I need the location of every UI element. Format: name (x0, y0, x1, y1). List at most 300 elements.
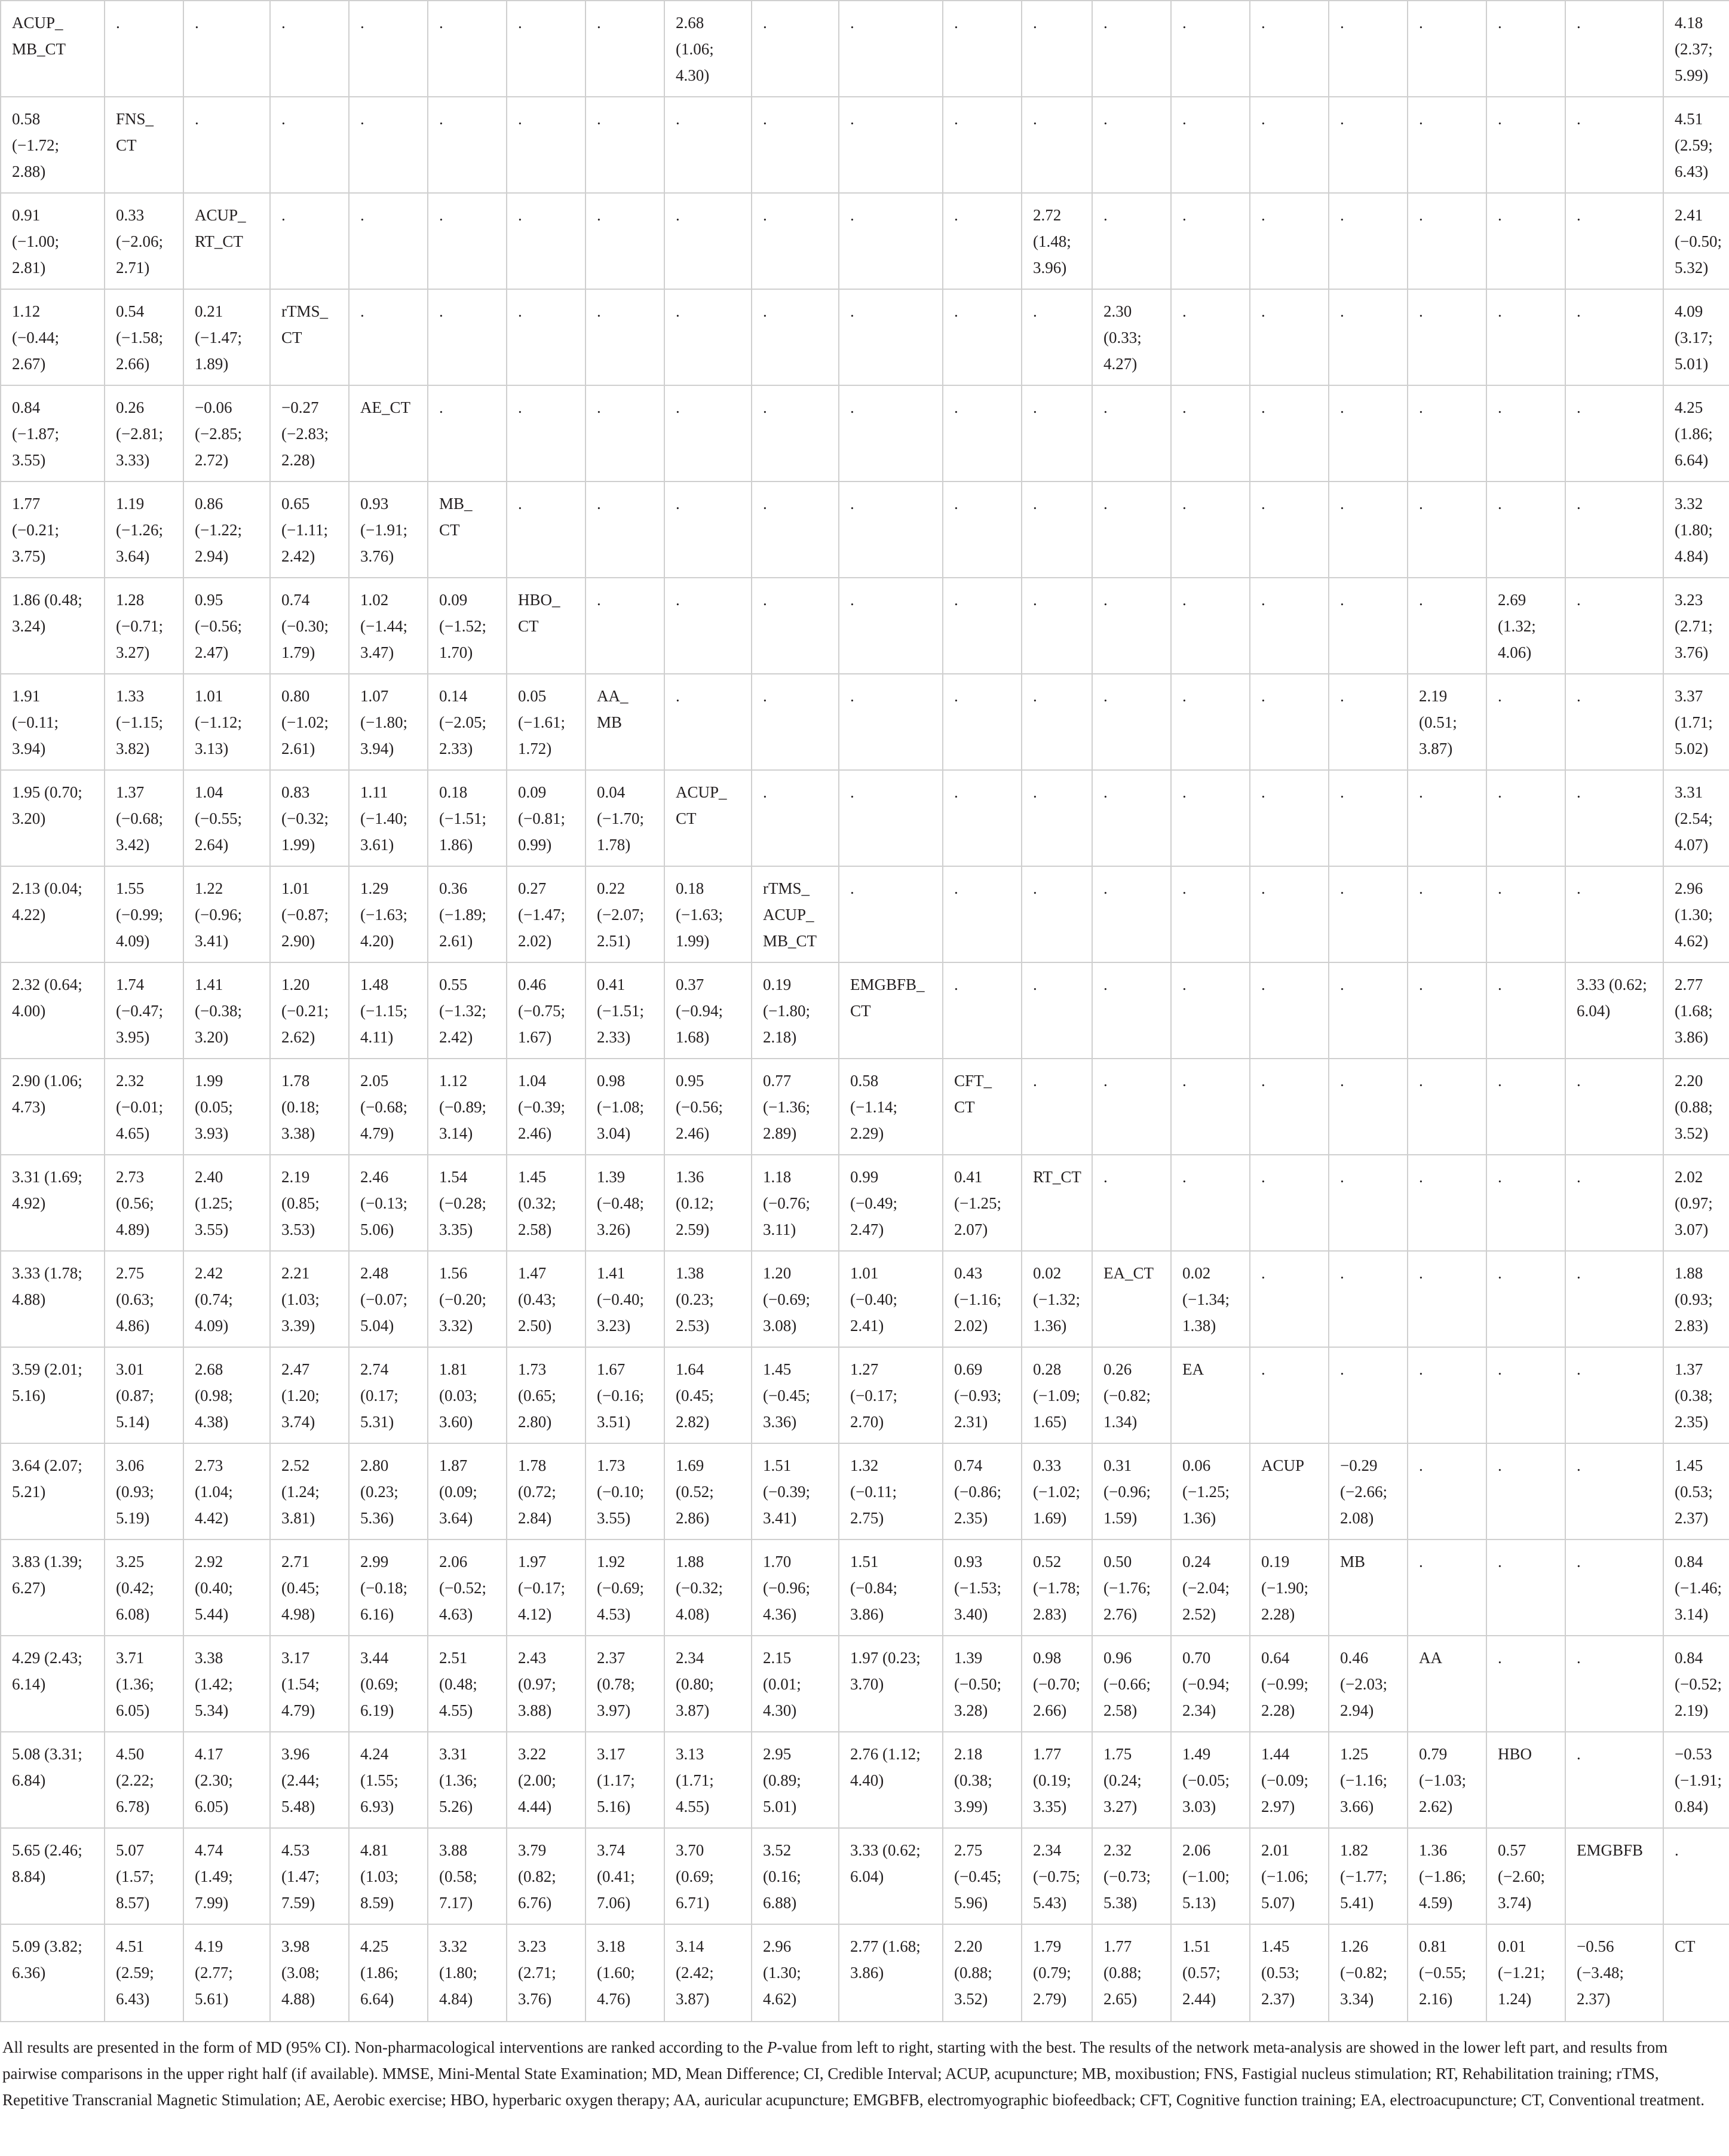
table-cell: 1.36 (0.12; 2.59) (664, 1155, 752, 1251)
table-cell: . (1486, 866, 1565, 962)
table-cell: 1.77 (0.88; 2.65) (1092, 1924, 1171, 2022)
table-cell: 0.43 (−1.16; 2.02) (943, 1251, 1022, 1347)
table-cell: . (1092, 578, 1171, 674)
table-cell: 3.22 (2.00; 4.44) (507, 1732, 585, 1828)
table-row (1, 385, 1729, 482)
table-cell: 2.32 (0.64; 4.00) (1, 962, 105, 1059)
table-cell: 1.37 (0.38; 2.35) (1663, 1347, 1729, 1443)
table-cell: 0.33 (−1.02; 1.69) (1022, 1443, 1092, 1539)
table-cell: . (1486, 482, 1565, 578)
table-cell: . (1408, 97, 1486, 193)
table-cell: 2.69 (1.32; 4.06) (1486, 578, 1565, 674)
table-cell: . (1663, 1828, 1729, 1924)
table-cell: 3.44 (0.69; 6.19) (349, 1636, 428, 1732)
table-cell: 0.01 (−1.21; 1.24) (1486, 1924, 1565, 2022)
table-cell: . (1408, 1539, 1486, 1636)
table-cell: 1.47 (0.43; 2.50) (507, 1251, 585, 1347)
table-cell: 3.74 (0.41; 7.06) (585, 1828, 664, 1924)
table-row (1, 1732, 1729, 1828)
table-cell: . (585, 97, 664, 193)
table-cell: 1.02 (−1.44; 3.47) (349, 578, 428, 674)
table-cell: 0.09 (−0.81; 0.99) (507, 770, 585, 866)
table-row (1, 1, 1729, 97)
table-cell: 2.13 (0.04; 4.22) (1, 866, 105, 962)
intervention-label-cell: AA (1408, 1636, 1486, 1732)
table-cell: 1.77 (−0.21; 3.75) (1, 482, 105, 578)
table-cell: . (1250, 1059, 1329, 1155)
table-cell: . (183, 1, 270, 97)
table-cell: . (752, 674, 839, 770)
table-cell: 3.98 (3.08; 4.88) (270, 1924, 349, 2022)
table-cell: 1.45 (0.53; 2.37) (1250, 1924, 1329, 2022)
table-cell: 0.52 (−1.78; 2.83) (1022, 1539, 1092, 1636)
table-cell: 3.31 (2.54; 4.07) (1663, 770, 1729, 866)
table-cell: 2.15 (0.01; 4.30) (752, 1636, 839, 1732)
table-cell: . (428, 385, 507, 482)
table-cell: . (752, 770, 839, 866)
table-cell: 3.52 (0.16; 6.88) (752, 1828, 839, 1924)
table-cell: . (839, 770, 943, 866)
table-cell: 0.64 (−0.99; 2.28) (1250, 1636, 1329, 1732)
table-cell: . (1250, 1251, 1329, 1347)
table-cell: . (1171, 385, 1250, 482)
table-cell: . (1171, 193, 1250, 289)
table-cell: −0.53 (−1.91; 0.84) (1663, 1732, 1729, 1828)
table-cell: 1.97 (0.23; 3.70) (839, 1636, 943, 1732)
table-cell: 1.51 (−0.39; 3.41) (752, 1443, 839, 1539)
table-cell: . (507, 385, 585, 482)
table-cell: . (752, 385, 839, 482)
table-cell: 2.19 (0.51; 3.87) (1408, 674, 1486, 770)
table-cell: 5.07 (1.57; 8.57) (105, 1828, 183, 1924)
table-cell: . (1171, 482, 1250, 578)
table-cell: . (1329, 1, 1408, 97)
table-cell: 0.83 (−0.32; 1.99) (270, 770, 349, 866)
table-cell: 1.75 (0.24; 3.27) (1092, 1732, 1171, 1828)
table-cell: . (1408, 1059, 1486, 1155)
table-cell: 4.50 (2.22; 6.78) (105, 1732, 183, 1828)
table-cell: 4.25 (1.86; 6.64) (349, 1924, 428, 2022)
table-cell: . (1329, 97, 1408, 193)
table-cell: 1.18 (−0.76; 3.11) (752, 1155, 839, 1251)
table-cell: 2.52 (1.24; 3.81) (270, 1443, 349, 1539)
intervention-label-cell: HBO_ CT (507, 578, 585, 674)
table-cell: . (1565, 1059, 1663, 1155)
table-cell: 2.02 (0.97; 3.07) (1663, 1155, 1729, 1251)
table-cell: . (1092, 482, 1171, 578)
table-cell: . (507, 482, 585, 578)
table-cell: 3.32 (1.80; 4.84) (428, 1924, 507, 2022)
table-cell: . (1329, 1251, 1408, 1347)
table-cell: . (183, 97, 270, 193)
table-cell: . (1486, 1059, 1565, 1155)
table-cell: 0.69 (−0.93; 2.31) (943, 1347, 1022, 1443)
table-cell: . (1092, 674, 1171, 770)
table-cell: . (428, 193, 507, 289)
table-cell: 2.92 (0.40; 5.44) (183, 1539, 270, 1636)
table-cell: 1.45 (0.53; 2.37) (1663, 1443, 1729, 1539)
table-cell: 4.24 (1.55; 6.93) (349, 1732, 428, 1828)
table-cell: 1.44 (−0.09; 2.97) (1250, 1732, 1329, 1828)
table-cell: 2.73 (1.04; 4.42) (183, 1443, 270, 1539)
table-cell: 4.18 (2.37; 5.99) (1663, 1, 1729, 97)
table-cell: . (752, 289, 839, 385)
intervention-label-cell: HBO (1486, 1732, 1565, 1828)
table-cell: 1.92 (−0.69; 4.53) (585, 1539, 664, 1636)
table-cell: . (1329, 674, 1408, 770)
table-cell: 3.17 (1.17; 5.16) (585, 1732, 664, 1828)
table-cell: 0.41 (−1.51; 2.33) (585, 962, 664, 1059)
table-cell: 1.25 (−1.16; 3.66) (1329, 1732, 1408, 1828)
table-cell: 0.46 (−2.03; 2.94) (1329, 1636, 1408, 1732)
table-cell: 1.91 (−0.11; 3.94) (1, 674, 105, 770)
table-cell: . (1408, 1443, 1486, 1539)
intervention-label-cell: ACUP_ MB_CT (1, 1, 105, 97)
table-cell: . (1565, 866, 1663, 962)
table-cell: . (1250, 674, 1329, 770)
table-cell: 1.78 (0.72; 2.84) (507, 1443, 585, 1539)
table-cell: 1.79 (0.79; 2.79) (1022, 1924, 1092, 2022)
table-cell: . (839, 289, 943, 385)
table-cell: 2.71 (0.45; 4.98) (270, 1539, 349, 1636)
table-cell: 0.19 (−1.90; 2.28) (1250, 1539, 1329, 1636)
table-cell: . (1486, 385, 1565, 482)
table-cell: . (1408, 193, 1486, 289)
table-cell: . (1022, 97, 1092, 193)
table-cell: . (1565, 1732, 1663, 1828)
table-cell: 2.72 (1.48; 3.96) (1022, 193, 1092, 289)
table-cell: 4.74 (1.49; 7.99) (183, 1828, 270, 1924)
table-row (1, 97, 1729, 193)
table-cell: . (1329, 578, 1408, 674)
table-cell: 0.02 (−1.34; 1.38) (1171, 1251, 1250, 1347)
table-cell: . (943, 962, 1022, 1059)
table-cell: . (1022, 1, 1092, 97)
table-cell: 1.01 (−0.40; 2.41) (839, 1251, 943, 1347)
table-cell: . (1408, 385, 1486, 482)
table-cell: 0.58 (−1.14; 2.29) (839, 1059, 943, 1155)
table-cell: . (1408, 578, 1486, 674)
table-row (1, 1539, 1729, 1636)
table-cell: 2.46 (−0.13; 5.06) (349, 1155, 428, 1251)
table-row (1, 1347, 1729, 1443)
table-cell: . (1171, 674, 1250, 770)
table-cell: 2.21 (1.03; 3.39) (270, 1251, 349, 1347)
table-cell: 1.39 (−0.50; 3.28) (943, 1636, 1022, 1732)
table-cell: 2.43 (0.97; 3.88) (507, 1636, 585, 1732)
table-cell: 1.12 (−0.89; 3.14) (428, 1059, 507, 1155)
table-cell: . (585, 193, 664, 289)
table-cell: 1.32 (−0.11; 2.75) (839, 1443, 943, 1539)
table-cell: 0.37 (−0.94; 1.68) (664, 962, 752, 1059)
table-cell: 4.19 (2.77; 5.61) (183, 1924, 270, 2022)
table-cell: 2.40 (1.25; 3.55) (183, 1155, 270, 1251)
table-cell: 0.33 (−2.06; 2.71) (105, 193, 183, 289)
table-cell: 1.88 (0.93; 2.83) (1663, 1251, 1729, 1347)
table-cell: . (1329, 962, 1408, 1059)
table-row (1, 482, 1729, 578)
table-cell: . (1171, 1059, 1250, 1155)
table-row (1, 289, 1729, 385)
table-cell: 1.37 (−0.68; 3.42) (105, 770, 183, 866)
table-cell: 1.97 (−0.17; 4.12) (507, 1539, 585, 1636)
table-cell: 3.18 (1.60; 4.76) (585, 1924, 664, 2022)
table-cell: . (1092, 866, 1171, 962)
table-cell: . (1408, 962, 1486, 1059)
table-row (1, 674, 1729, 770)
table-cell: . (585, 1, 664, 97)
table-cell: 0.84 (−1.46; 3.14) (1663, 1539, 1729, 1636)
table-cell: 2.41 (−0.50; 5.32) (1663, 193, 1729, 289)
table-cell: . (839, 482, 943, 578)
table-cell: 2.99 (−0.18; 6.16) (349, 1539, 428, 1636)
table-cell: . (1092, 97, 1171, 193)
table-cell: 4.81 (1.03; 8.59) (349, 1828, 428, 1924)
table-cell: 1.86 (0.48; 3.24) (1, 578, 105, 674)
table-cell: 1.64 (0.45; 2.82) (664, 1347, 752, 1443)
table-cell: . (1486, 97, 1565, 193)
table-cell: 1.22 (−0.96; 3.41) (183, 866, 270, 962)
table-cell: . (664, 482, 752, 578)
table-cell: 1.77 (0.19; 3.35) (1022, 1732, 1092, 1828)
table-cell: 1.51 (0.57; 2.44) (1171, 1924, 1250, 2022)
table-cell: 3.32 (1.80; 4.84) (1663, 482, 1729, 578)
table-cell: . (664, 289, 752, 385)
table-cell: . (752, 482, 839, 578)
table-cell: 0.50 (−1.76; 2.76) (1092, 1539, 1171, 1636)
table-cell: . (1565, 97, 1663, 193)
table-cell: . (1250, 289, 1329, 385)
table-cell: 0.81 (−0.55; 2.16) (1408, 1924, 1486, 2022)
table-cell: 3.17 (1.54; 4.79) (270, 1636, 349, 1732)
table-cell: . (1565, 1251, 1663, 1347)
table-cell: . (270, 97, 349, 193)
table-cell: 2.06 (−0.52; 4.63) (428, 1539, 507, 1636)
table-cell: 1.73 (0.65; 2.80) (507, 1347, 585, 1443)
table-cell: 4.25 (1.86; 6.64) (1663, 385, 1729, 482)
intervention-label-cell: CT (1663, 1924, 1729, 2022)
table-cell: 2.75 (0.63; 4.86) (105, 1251, 183, 1347)
intervention-label-cell: AE_CT (349, 385, 428, 482)
table-cell: . (1171, 97, 1250, 193)
table-cell: . (1171, 1155, 1250, 1251)
table-cell: . (507, 193, 585, 289)
table-cell: 1.56 (−0.20; 3.32) (428, 1251, 507, 1347)
table-cell: . (507, 97, 585, 193)
table-cell: 1.87 (0.09; 3.64) (428, 1443, 507, 1539)
table-cell: 2.73 (0.56; 4.89) (105, 1155, 183, 1251)
table-cell: 1.12 (−0.44; 2.67) (1, 289, 105, 385)
table-cell: 0.41 (−1.25; 2.07) (943, 1155, 1022, 1251)
footnote-p-italic: P (767, 2038, 777, 2056)
table-cell: 3.70 (0.69; 6.71) (664, 1828, 752, 1924)
intervention-label-cell: RT_CT (1022, 1155, 1092, 1251)
table-cell: . (1408, 1251, 1486, 1347)
table-cell: . (1171, 770, 1250, 866)
table-row (1, 578, 1729, 674)
table-cell: . (839, 866, 943, 962)
table-cell: . (752, 578, 839, 674)
table-cell: 3.06 (0.93; 5.19) (105, 1443, 183, 1539)
table-cell: 0.46 (−0.75; 1.67) (507, 962, 585, 1059)
table-cell: 0.04 (−1.70; 1.78) (585, 770, 664, 866)
table-cell: 2.77 (1.68; 3.86) (839, 1924, 943, 2022)
table-cell: 2.96 (1.30; 4.62) (1663, 866, 1729, 962)
table-cell: 1.70 (−0.96; 4.36) (752, 1539, 839, 1636)
table-cell: . (1092, 193, 1171, 289)
table-cell: 0.74 (−0.86; 2.35) (943, 1443, 1022, 1539)
table-cell: 0.28 (−1.09; 1.65) (1022, 1347, 1092, 1443)
table-cell: 2.32 (−0.01; 4.65) (105, 1059, 183, 1155)
intervention-label-cell: EMGBFB (1565, 1828, 1663, 1924)
table-cell: 4.29 (2.43; 6.14) (1, 1636, 105, 1732)
table-cell: 0.93 (−1.53; 3.40) (943, 1539, 1022, 1636)
table-cell: 0.77 (−1.36; 2.89) (752, 1059, 839, 1155)
table-cell: 2.68 (0.98; 4.38) (183, 1347, 270, 1443)
table-cell: 1.67 (−0.16; 3.51) (585, 1347, 664, 1443)
table-cell: . (1329, 193, 1408, 289)
table-cell: 1.28 (−0.71; 3.27) (105, 578, 183, 674)
table-cell: 0.24 (−2.04; 2.52) (1171, 1539, 1250, 1636)
table-cell: 2.37 (0.78; 3.97) (585, 1636, 664, 1732)
table-cell: 2.18 (0.38; 3.99) (943, 1732, 1022, 1828)
intervention-label-cell: EMGBFB_ CT (839, 962, 943, 1059)
intervention-label-cell: FNS_ CT (105, 97, 183, 193)
table-cell: 0.65 (−1.11; 2.42) (270, 482, 349, 578)
table-cell: 4.51 (2.59; 6.43) (1663, 97, 1729, 193)
table-cell: 0.99 (−0.49; 2.47) (839, 1155, 943, 1251)
table-cell: 3.96 (2.44; 5.48) (270, 1732, 349, 1828)
table-row (1, 962, 1729, 1059)
table-cell: 3.71 (1.36; 6.05) (105, 1636, 183, 1732)
table-cell: . (1250, 1347, 1329, 1443)
table-cell: 0.58 (−1.72; 2.88) (1, 97, 105, 193)
table-cell: −0.29 (−2.66; 2.08) (1329, 1443, 1408, 1539)
table-cell: . (664, 385, 752, 482)
table-cell: . (943, 866, 1022, 962)
table-cell: 1.38 (0.23; 2.53) (664, 1251, 752, 1347)
table-cell: 2.51 (0.48; 4.55) (428, 1636, 507, 1732)
table-cell: 2.76 (1.12; 4.40) (839, 1732, 943, 1828)
table-cell: . (1022, 385, 1092, 482)
table-cell: . (1171, 962, 1250, 1059)
table-cell: 1.99 (0.05; 3.93) (183, 1059, 270, 1155)
table-cell: . (1171, 866, 1250, 962)
table-cell: . (270, 1, 349, 97)
table-cell: 1.49 (−0.05; 3.03) (1171, 1732, 1250, 1828)
table-cell: 2.96 (1.30; 4.62) (752, 1924, 839, 2022)
table-cell: . (1486, 770, 1565, 866)
table-cell: 0.57 (−2.60; 3.74) (1486, 1828, 1565, 1924)
table-cell: . (1329, 385, 1408, 482)
table-cell: . (1565, 289, 1663, 385)
table-cell: 2.47 (1.20; 3.74) (270, 1347, 349, 1443)
table-cell: 0.31 (−0.96; 1.59) (1092, 1443, 1171, 1539)
table-cell: 1.01 (−1.12; 3.13) (183, 674, 270, 770)
table-cell: . (1408, 770, 1486, 866)
table-cell: 1.45 (−0.45; 3.36) (752, 1347, 839, 1443)
table-cell: . (428, 97, 507, 193)
intervention-label-cell: EA (1171, 1347, 1250, 1443)
table-cell: 1.20 (−0.21; 2.62) (270, 962, 349, 1059)
table-cell: . (943, 1, 1022, 97)
table-cell: . (1408, 1347, 1486, 1443)
table-cell: 3.13 (1.71; 4.55) (664, 1732, 752, 1828)
table-cell: . (1486, 1443, 1565, 1539)
table-row (1, 770, 1729, 866)
table-cell: . (1329, 1155, 1408, 1251)
intervention-label-cell: ACUP (1250, 1443, 1329, 1539)
table-cell: . (1565, 1539, 1663, 1636)
table-cell: . (1022, 962, 1092, 1059)
table-cell: . (1408, 482, 1486, 578)
table-cell: 1.29 (−1.63; 4.20) (349, 866, 428, 962)
table-cell: 1.01 (−0.87; 2.90) (270, 866, 349, 962)
table-cell: 1.41 (−0.38; 3.20) (183, 962, 270, 1059)
table-cell: 0.18 (−1.63; 1.99) (664, 866, 752, 962)
table-cell: . (943, 674, 1022, 770)
table-cell: . (1250, 482, 1329, 578)
table-cell: 1.36 (−1.86; 4.59) (1408, 1828, 1486, 1924)
table-cell: 0.05 (−1.61; 1.72) (507, 674, 585, 770)
table-cell: . (839, 193, 943, 289)
table-cell: . (943, 482, 1022, 578)
table-cell: . (1565, 482, 1663, 578)
table-cell: . (349, 289, 428, 385)
table-cell: . (752, 1, 839, 97)
table-cell: −0.27 (−2.83; 2.28) (270, 385, 349, 482)
table-cell: . (1408, 289, 1486, 385)
table-cell: 5.09 (3.82; 6.36) (1, 1924, 105, 2022)
table-cell: 1.48 (−1.15; 4.11) (349, 962, 428, 1059)
table-cell: . (1022, 1059, 1092, 1155)
table-cell: . (943, 289, 1022, 385)
table-cell: 2.48 (−0.07; 5.04) (349, 1251, 428, 1347)
table-cell: . (664, 193, 752, 289)
table-cell: . (1486, 1, 1565, 97)
table-cell: 3.83 (1.39; 6.27) (1, 1539, 105, 1636)
table-cell: 1.33 (−1.15; 3.82) (105, 674, 183, 770)
table-cell: 3.23 (2.71; 3.76) (507, 1924, 585, 2022)
table-cell: −0.56 (−3.48; 2.37) (1565, 1924, 1663, 2022)
table-cell: . (1329, 1059, 1408, 1155)
table-cell: . (428, 289, 507, 385)
table-cell: 2.74 (0.17; 5.31) (349, 1347, 428, 1443)
table-cell: . (1565, 578, 1663, 674)
table-cell: 2.34 (−0.75; 5.43) (1022, 1828, 1092, 1924)
table-cell: 4.53 (1.47; 7.59) (270, 1828, 349, 1924)
table-cell: 0.54 (−1.58; 2.66) (105, 289, 183, 385)
table-cell: 3.23 (2.71; 3.76) (1663, 578, 1729, 674)
table-cell: 0.86 (−1.22; 2.94) (183, 482, 270, 578)
table-cell: . (1408, 1, 1486, 97)
table-cell: −0.06 (−2.85; 2.72) (183, 385, 270, 482)
table-cell: . (1565, 1347, 1663, 1443)
table-cell: 3.31 (1.69; 4.92) (1, 1155, 105, 1251)
table-cell: 0.21 (−1.47; 1.89) (183, 289, 270, 385)
table-cell: . (1486, 289, 1565, 385)
table-cell: . (1250, 1, 1329, 97)
table-cell: 1.41 (−0.40; 3.23) (585, 1251, 664, 1347)
table-cell: . (1250, 866, 1329, 962)
table-cell: . (1486, 674, 1565, 770)
table-cell: . (1250, 770, 1329, 866)
table-cell: . (1092, 1155, 1171, 1251)
table-cell: 0.36 (−1.89; 2.61) (428, 866, 507, 962)
table-cell: . (1486, 1155, 1565, 1251)
table-cell: . (1171, 1, 1250, 97)
table-cell: 1.88 (−0.32; 4.08) (664, 1539, 752, 1636)
